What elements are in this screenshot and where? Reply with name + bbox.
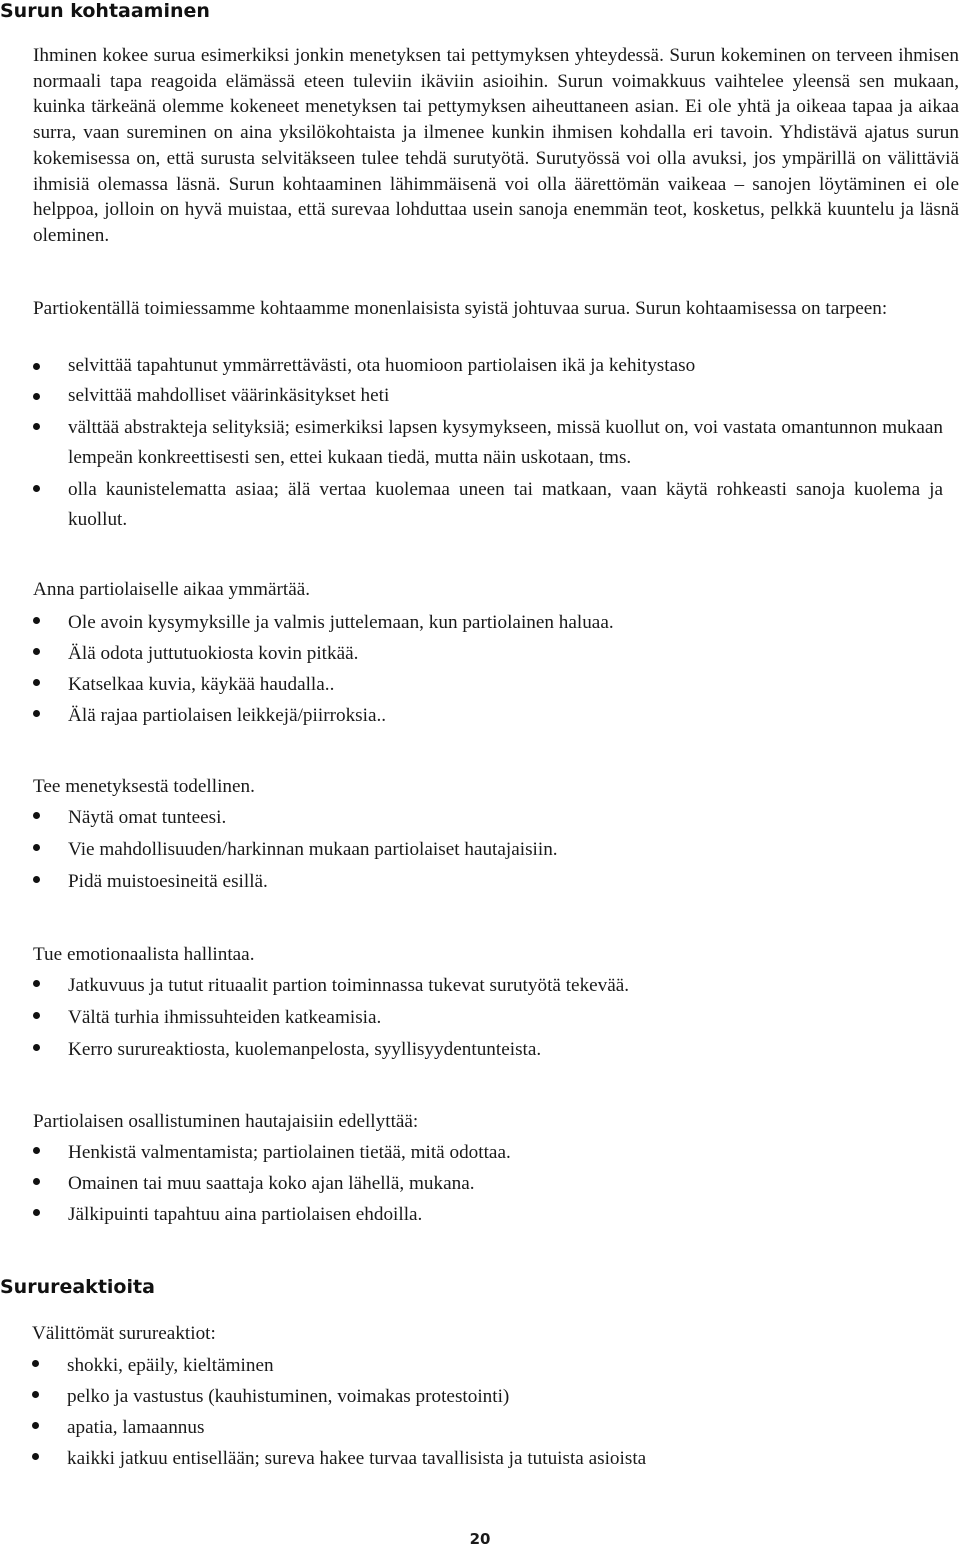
funeral-list [33,1137,943,1230]
list-item: Kerro surureaktiosta, kuolemanpelosta, syyllisyydentunteista. [33,1034,943,1066]
section-heading-surureaktioita: Surureaktioita [0,1276,155,1298]
list-item: shokki, epäily, kieltäminen [32,1350,942,1381]
intro-paragraph: Ihminen kokee surua esimerkiksi jonkin menetyksen tai pettymyksen yhteydessä. Surun kokeminen on terveen ihmisen normaali tapa reagoida elämässä eteen tuleviin ikäviin asioihin. Surun voimakkuus vaihtelee yleensä sen mukaan, kuinka tärkeänä olemme kokeneet menetyksen tai pettymyksen aiheuttaneen asian. Ei ole yhtä ja oikeaa tapaa ja aikaa surra, vaan sureminen on aina yksilökohtaista ja ilmenee kunkin ihmisen kohdalla eri tavoin. Yhdistävä ajatus surun kokemisessa on, että surusta selvitäkseen tulee tehdä surutyötä. Surutyössä voi olla avuksi, jos ympärillä on välittäviä ihmisiä olemassa läsnä. Surun kohtaaminen lähimmäisenä voi olla äärettömän vaikeaa – sanojen löytäminen ei ole helppoa, jolloin on hyvä muistaa, että surevaa lohduttaa usein sanoja enemmän teot, kosketus, pelkkä kuuntelu ja läsnä oleminen. [33,45,959,246]
bullet-icon [33,1147,40,1154]
list-item: selvittää tapahtunut ymmärrettävästi, ota huomioon partiolaisen ikä ja kehitystaso [33,353,943,379]
list-item: välttää abstrakteja selityksiä; esimerkiksi lapsen kysymykseen, missä kuollut on, voi vastata omantunnon mukaan lempeän konkreettisesti sen, ettei kukaan tiedä, mutta näin uskotaan, tms. [33,413,943,473]
list-item: Älä odota juttutuokiosta kovin pitkää. [33,638,943,669]
bullet-icon [32,1453,39,1460]
section-heading-surun-kohtaaminen: Surun kohtaaminen [0,0,210,22]
list-item: pelko ja vastustus (kauhistuminen, voimakas protestointi) [32,1381,942,1412]
group-intro: Tue emotionaalista hallintaa. [33,944,255,965]
group-intro: Anna partiolaiselle aikaa ymmärtää. [33,579,311,600]
bullet-icon [32,1422,39,1429]
bullet-icon [32,1391,39,1398]
bullet-icon [33,423,40,430]
list-item: olla kaunistelematta asiaa; älä vertaa kuolemaa uneen tai matkaan, vaan käytä rohkeasti sanoja kuolema ja kuollut. [33,475,943,535]
list-item: Vältä turhia ihmissuhteiden katkeamisia. [33,1002,943,1034]
list-item: Näytä omat tunteesi. [33,802,943,834]
list-item: Jälkipuinti tapahtuu aina partiolaisen ehdoilla. [33,1199,943,1230]
bullet-icon [33,980,40,987]
bullet-icon [33,1044,40,1051]
bullet-icon [33,710,40,717]
bullet-icon [33,363,40,370]
list-item: kaikki jatkuu entisellään; sureva hakee turvaa tavallisista ja tutuista asioista [32,1443,942,1474]
list-item: Omainen tai muu saattaja koko ajan lähellä, mukana. [33,1168,943,1199]
list-item: selvittää mahdolliset väärinkäsitykset heti [33,383,943,409]
list-item: Vie mahdollisuuden/harkinnan mukaan partiolaiset hautajaisiin. [33,834,943,866]
bullet-icon [33,1209,40,1216]
bullet-icon [32,1360,39,1367]
bullet-icon [33,485,40,492]
list-item: Älä rajaa partiolaisen leikkejä/piirroksia.. [33,700,943,731]
list-item: Jatkuvuus ja tutut rituaalit partion toiminnassa tukevat surutyötä tekevää. [33,970,943,1002]
bullet-icon [33,648,40,655]
bullet-icon [33,1178,40,1185]
bullet-icon [33,844,40,851]
reality-list [33,802,943,898]
page-number: 20 [469,1530,491,1548]
bullet-icon [33,1012,40,1019]
emotion-list [33,970,943,1066]
bullet-icon [33,679,40,686]
time-list [33,607,943,731]
group-intro: Tee menetyksestä todellinen. [33,776,255,797]
bullet-icon [33,876,40,883]
needs-list [33,353,943,535]
list-item: apatia, lamaannus [32,1412,942,1443]
bullet-icon [33,812,40,819]
list-item: Henkistä valmentamista; partiolainen tietää, mitä odottaa. [33,1137,943,1168]
group-intro: Välittömät surureaktiot: [32,1323,216,1344]
context-paragraph: Partiokentällä toimiessamme kohtaamme monenlaisista syistä johtuvaa surua. Surun kohtaamisessa on tarpeen: [33,298,888,319]
bullet-icon [33,393,40,400]
reactions-list [32,1350,942,1474]
bullet-icon [33,617,40,624]
list-item: Ole avoin kysymyksille ja valmis juttelemaan, kun partiolainen haluaa. [33,607,943,638]
group-intro: Partiolaisen osallistuminen hautajaisiin edellyttää: [33,1111,419,1132]
list-item: Katselkaa kuvia, käykää haudalla.. [33,669,943,700]
list-item: Pidä muistoesineitä esillä. [33,866,943,898]
